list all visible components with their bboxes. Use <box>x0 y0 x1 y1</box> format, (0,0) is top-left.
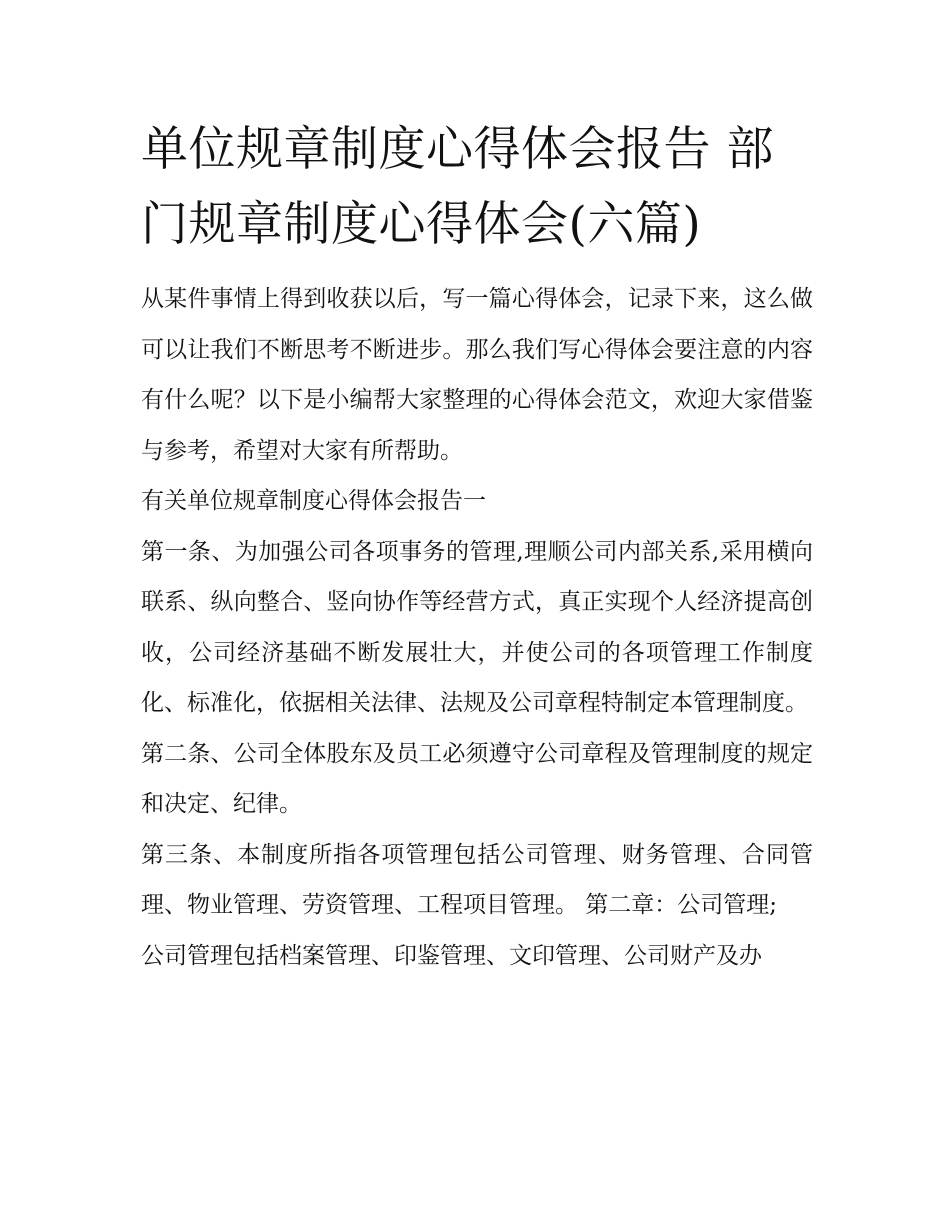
document-body <box>141 274 813 981</box>
document-title: 单位规章制度心得体会报告 部门规章制度心得体会(六篇) <box>141 122 774 252</box>
article-paragraph: 第三条、本制度所指各项管理包括公司管理、财务管理、合同管理、物业管理、劳资管理、工程项目管理。 第二章：公司管理; <box>141 841 813 918</box>
article-paragraph: 公司管理包括档案管理、印鉴管理、文印管理、公司财产及办 <box>141 942 762 969</box>
article-paragraph: 第二条、公司全体股东及员工必须遵守公司章程及管理制度的规定和决定、纪律。 <box>141 740 813 817</box>
article-paragraph: 第一条、为加强公司各项事务的管理,理顺公司内部关系,采用横向联系、纵向整合、竖向协作等经营方式，真正实现个人经济提高创收，公司经济基础不断发展壮大，并使公司的各项管理工作制度化、标准化，依据相关法律、法规及公司章程特制定本管理制度。 <box>141 538 813 716</box>
document-content <box>141 112 813 981</box>
section-heading: 有关单位规章制度心得体会报告一 <box>141 488 486 514</box>
intro-paragraph: 从某件事情上得到收获以后，写一篇心得体会，记录下来，这么做可以让我们不断思考不断进步。那么我们写心得体会要注意的内容有什么呢？以下是小编帮大家整理的心得体会范文，欢迎大家借鉴与参考，希望对大家有所帮助。 <box>141 286 813 464</box>
